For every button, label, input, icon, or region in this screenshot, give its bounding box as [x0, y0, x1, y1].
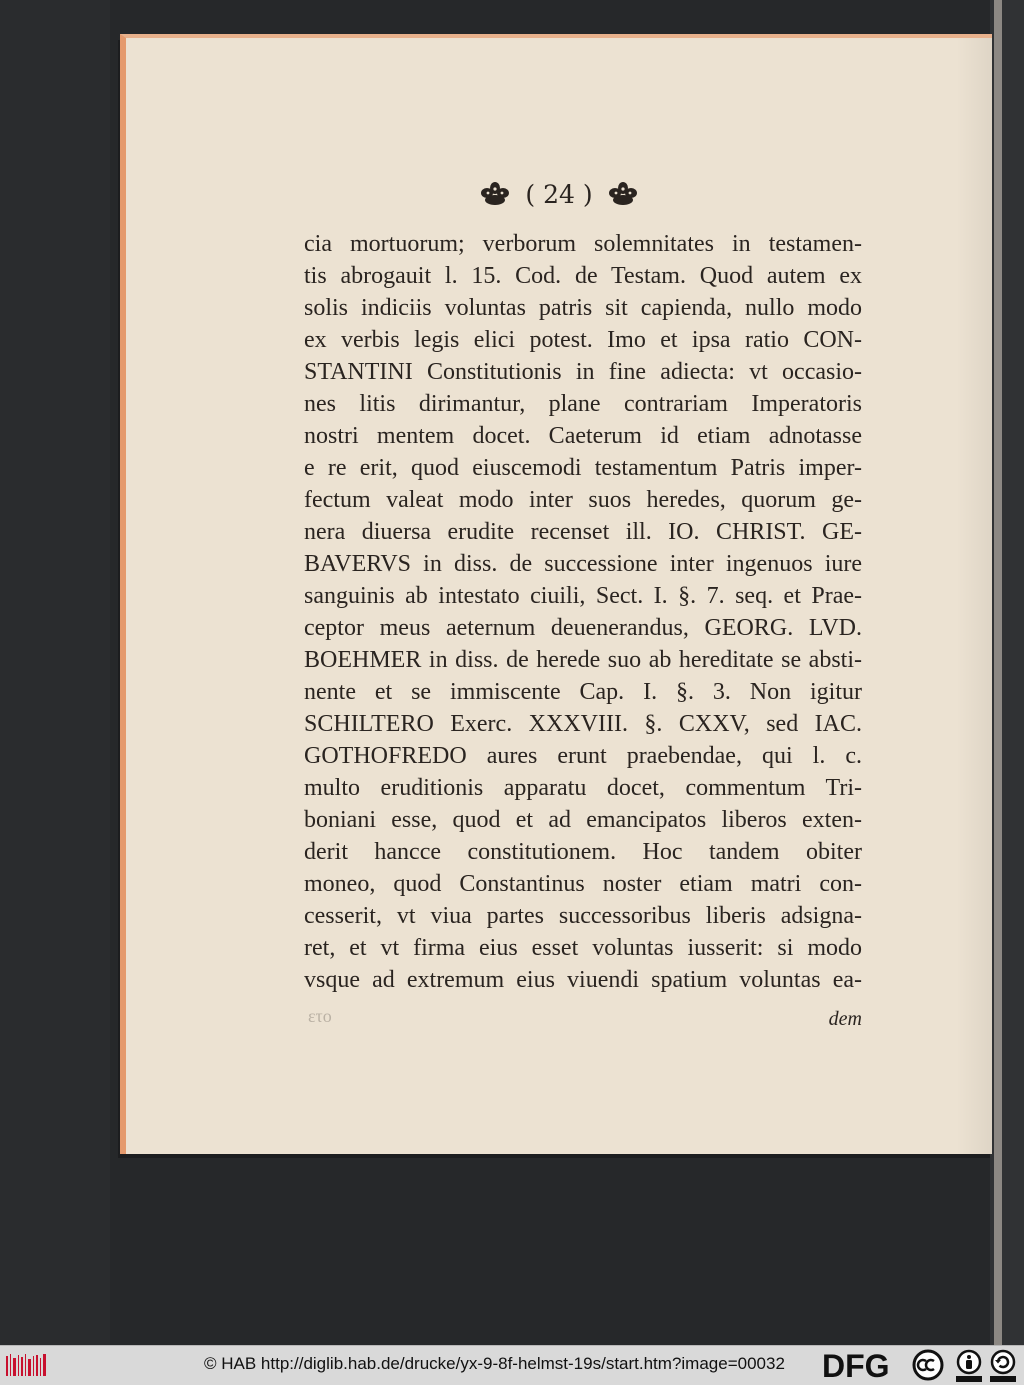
text-line: derit hancce constitutionem. Hoc tandem obiter: [304, 839, 862, 865]
fleuron-left-icon: [479, 181, 511, 207]
body-text: [304, 228, 862, 996]
book-page: [120, 34, 992, 1154]
facing-page-edge: [994, 0, 1002, 1345]
text-line: nostri mentem docet. Caeterum id etiam adnotasse: [304, 423, 862, 449]
text-line: tis abrogauit l. 15. Cod. de Testam. Quod autem ex: [304, 263, 862, 289]
text-line: nente et se immiscente Cap. I. §. 3. Non igitur: [304, 679, 862, 705]
cc-icon: [912, 1349, 944, 1381]
text-line: GOTHOFREDO aures erunt praebendae, qui l. c.: [304, 743, 862, 769]
text-line: multo eruditionis apparatu docet, commentum Tri-: [304, 775, 862, 801]
text-line: BOEHMER in diss. de herede suo ab hereditate se absti-: [304, 647, 862, 673]
text-line: BAVERVS in diss. de successione inter ingenuos iure: [304, 551, 862, 577]
text-line: STANTINI Constitutionis in fine adiecta: vt occasio-: [304, 359, 862, 385]
dfg-logo: [820, 1349, 908, 1381]
text-line: moneo, quod Constantinus noster etiam matri con-: [304, 871, 862, 897]
sa-icon: [988, 1349, 1018, 1383]
text-line: nes litis dirimantur, plane contrariam Imperatoris: [304, 391, 862, 417]
barcode-icon: [6, 1352, 48, 1378]
text-line: e re erit, quod eiuscemodi testamentum Patris imper-: [304, 455, 862, 481]
text-line: ex verbis legis elici potest. Imo et ipsa ratio CON-: [304, 327, 862, 353]
text-line: sanguinis ab intestato ciuili, Sect. I. §. 7. seq. et Prae-: [304, 583, 862, 609]
text-line: cesserit, vt viua partes successoribus liberis adsigna-: [304, 903, 862, 929]
text-line: fectum valeat modo inter suos heredes, quorum ge-: [304, 487, 862, 513]
scanner-background-left: [0, 0, 110, 1345]
fleuron-right-icon: [607, 181, 639, 207]
text-line: SCHILTERO Exerc. XXXVIII. §. CXXV, sed IAC.: [304, 711, 862, 737]
show-through-text: ετο: [308, 1006, 332, 1026]
by-icon: [954, 1349, 984, 1383]
svg-text:DFG: DFG: [822, 1349, 890, 1381]
catchword: dem: [828, 1008, 862, 1030]
text-line: nera diuersa erudite recenset ill. IO. CHRIST. GE-: [304, 519, 862, 545]
running-head: [126, 174, 992, 214]
source-url[interactable]: © HAB http://diglib.hab.de/drucke/yx-9-8f-helmst-19s/start.htm?image=00032: [204, 1354, 785, 1373]
page-number: ( 24 ): [525, 179, 593, 209]
text-line: vsque ad extremum eius viuendi spatium voluntas ea-: [304, 967, 862, 993]
text-line: boniani esse, quod et ad emancipatos liberos exten-: [304, 807, 862, 833]
text-line: ret, et vt firma eius esset voluntas iusserit: si modo: [304, 935, 862, 961]
text-line: cia mortuorum; verborum solemnitates in testamen-: [304, 231, 862, 257]
text-line: ceptor meus aeternum deuenerandus, GEORG. LVD.: [304, 615, 862, 641]
viewer-footer: [0, 1345, 1024, 1385]
text-line: solis indiciis voluntas patris sit capienda, nullo modo: [304, 295, 862, 321]
